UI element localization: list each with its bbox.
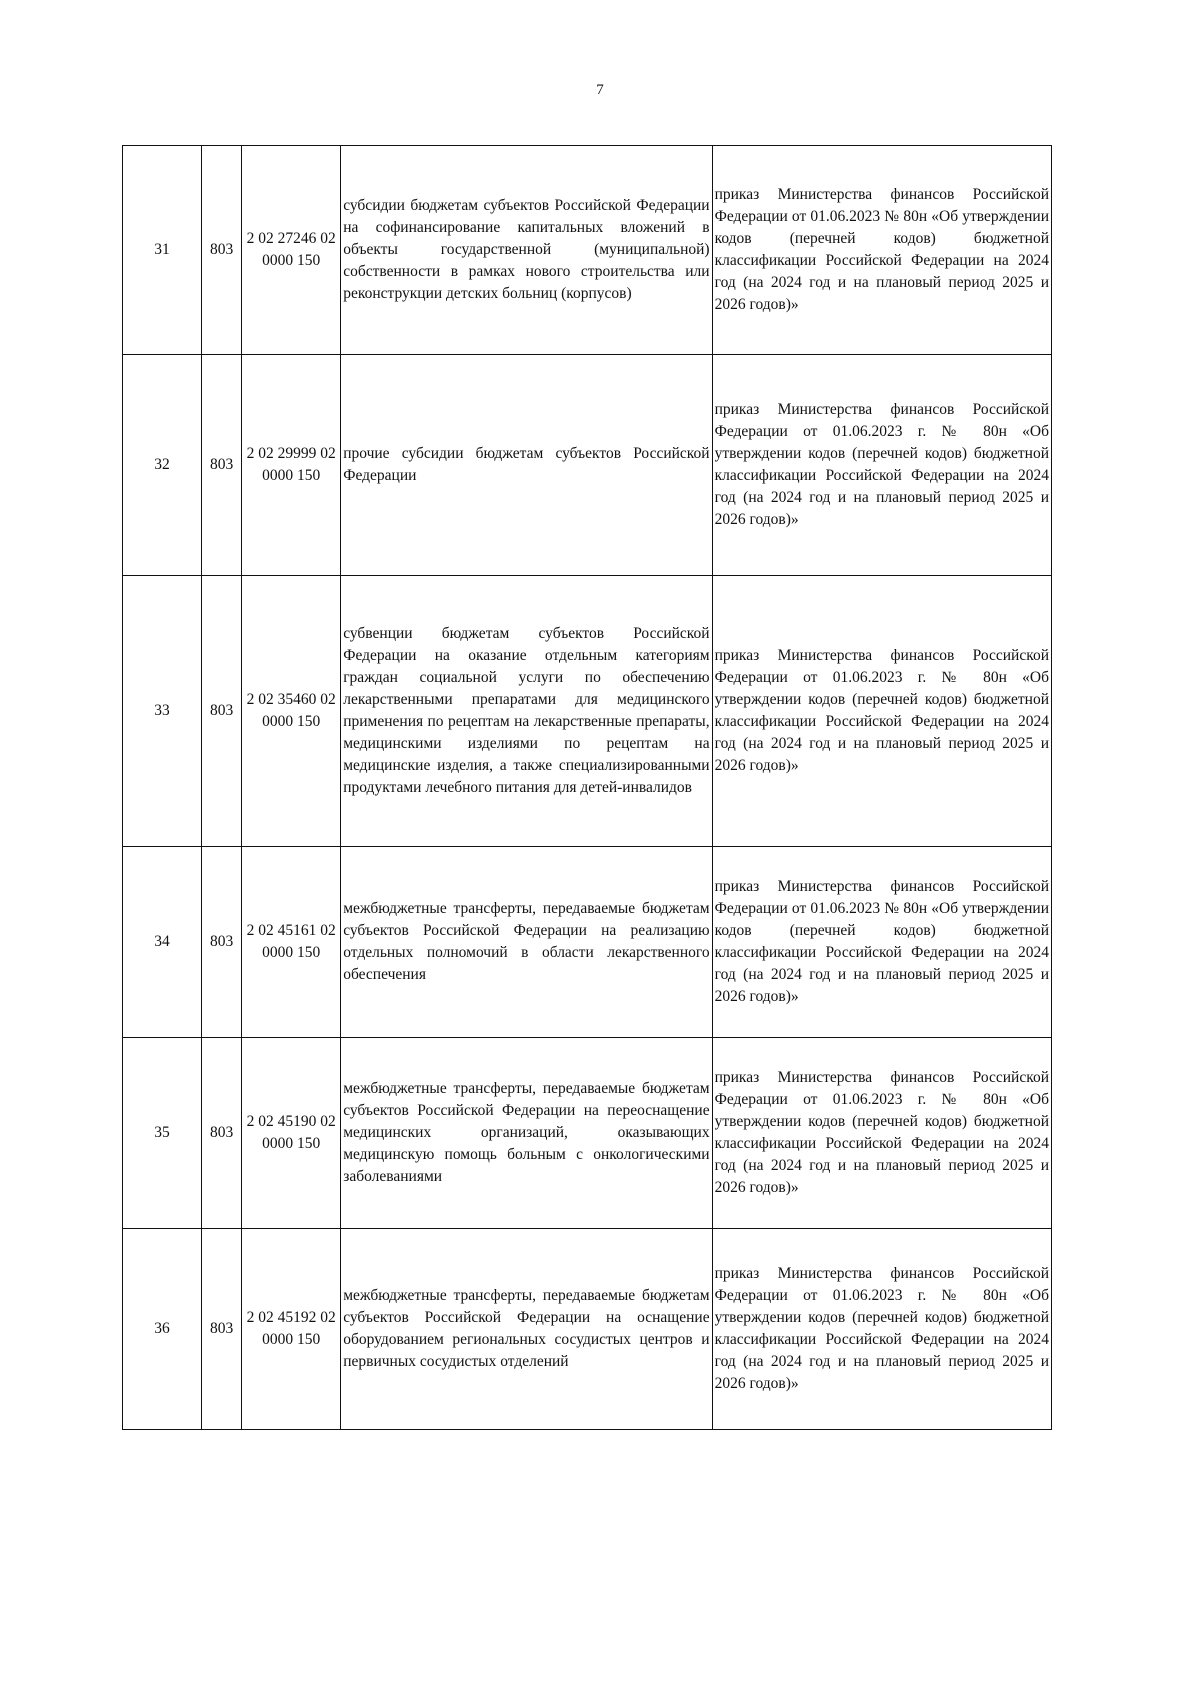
budget-code-cell: 2 02 35460 02 0000 150 <box>242 576 341 847</box>
budget-code-cell: 2 02 45161 02 0000 150 <box>242 847 341 1038</box>
admin-code-cell: 803 <box>202 146 242 355</box>
admin-code-cell: 803 <box>202 576 242 847</box>
revenue-name-cell: субсидии бюджетам субъектов Российской Федерации на софинансирование капитальных вложений в объекты государственной (муниципальной) собственности в рамках нового строительства или реконструкции детских больниц (корпусов) <box>341 146 712 355</box>
legal-basis-cell: приказ Министерства финансов Российской Федерации от 01.06.2023 г. № 80н «Об утверждении кодов (перечней кодов) бюджетной классификации Российской Федерации на 2024 год (на 2024 год и на плановый период 2025 и 2026 годов)» <box>712 355 1051 576</box>
admin-code-cell: 803 <box>202 355 242 576</box>
table-row <box>123 1229 1052 1430</box>
revenue-name-cell: межбюджетные трансферты, передаваемые бюджетам субъектов Российской Федерации на оснащение оборудованием региональных сосудистых центров и первичных сосудистых отделений <box>341 1229 712 1430</box>
admin-code-cell: 803 <box>202 1229 242 1430</box>
row-number-cell: 31 <box>123 146 202 355</box>
table-row <box>123 1038 1052 1229</box>
revenue-name-cell: межбюджетные трансферты, передаваемые бюджетам субъектов Российской Федерации на переоснащение медицинских организаций, оказывающих медицинскую помощь больным с онкологическими заболеваниями <box>341 1038 712 1229</box>
budget-code-cell: 2 02 27246 02 0000 150 <box>242 146 341 355</box>
revenue-name-cell: субвенции бюджетам субъектов Российской Федерации на оказание отдельным категориям граждан социальной услуги по обеспечению лекарственными препаратами для медицинского применения по рецептам на лекарственные препараты, медицинскими изделиями по рецептам на медицинские изделия, а также специализированными продуктами лечебного питания для детей-инвалидов <box>341 576 712 847</box>
legal-basis-cell: приказ Министерства финансов Российской Федерации от 01.06.2023 г. № 80н «Об утверждении кодов (перечней кодов) бюджетной классификации Российской Федерации на 2024 год (на 2024 год и на плановый период 2025 и 2026 годов)» <box>712 1038 1051 1229</box>
admin-code-cell: 803 <box>202 1038 242 1229</box>
budget-code-cell: 2 02 29999 02 0000 150 <box>242 355 341 576</box>
budget-codes-table <box>122 145 1052 1430</box>
revenue-name-cell: прочие субсидии бюджетам субъектов Российской Федерации <box>341 355 712 576</box>
revenue-name-cell: межбюджетные трансферты, передаваемые бюджетам субъектов Российской Федерации на реализацию отдельных полномочий в области лекарственного обеспечения <box>341 847 712 1038</box>
budget-code-cell: 2 02 45190 02 0000 150 <box>242 1038 341 1229</box>
table-row <box>123 355 1052 576</box>
legal-basis-cell: приказ Министерства финансов Российской Федерации от 01.06.2023 № 80н «Об утверждении кодов (перечней кодов) бюджетной классификации Российской Федерации на 2024 год (на 2024 год и на плановый период 2025 и 2026 годов)» <box>712 146 1051 355</box>
row-number-cell: 34 <box>123 847 202 1038</box>
legal-basis-cell: приказ Министерства финансов Российской Федерации от 01.06.2023 г. № 80н «Об утверждении кодов (перечней кодов) бюджетной классификации Российской Федерации на 2024 год (на 2024 год и на плановый период 2025 и 2026 годов)» <box>712 1229 1051 1430</box>
legal-basis-cell: приказ Министерства финансов Российской Федерации от 01.06.2023 г. № 80н «Об утверждении кодов (перечней кодов) бюджетной классификации Российской Федерации на 2024 год (на 2024 год и на плановый период 2025 и 2026 годов)» <box>712 576 1051 847</box>
table-row <box>123 146 1052 355</box>
row-number-cell: 36 <box>123 1229 202 1430</box>
table-row <box>123 847 1052 1038</box>
row-number-cell: 32 <box>123 355 202 576</box>
page-number: 7 <box>596 82 604 98</box>
row-number-cell: 33 <box>123 576 202 847</box>
legal-basis-cell: приказ Министерства финансов Российской Федерации от 01.06.2023 № 80н «Об утверждении кодов (перечней кодов) бюджетной классификации Российской Федерации на 2024 год (на 2024 год и на плановый период 2025 и 2026 годов)» <box>712 847 1051 1038</box>
admin-code-cell: 803 <box>202 847 242 1038</box>
row-number-cell: 35 <box>123 1038 202 1229</box>
budget-code-cell: 2 02 45192 02 0000 150 <box>242 1229 341 1430</box>
table-row <box>123 576 1052 847</box>
